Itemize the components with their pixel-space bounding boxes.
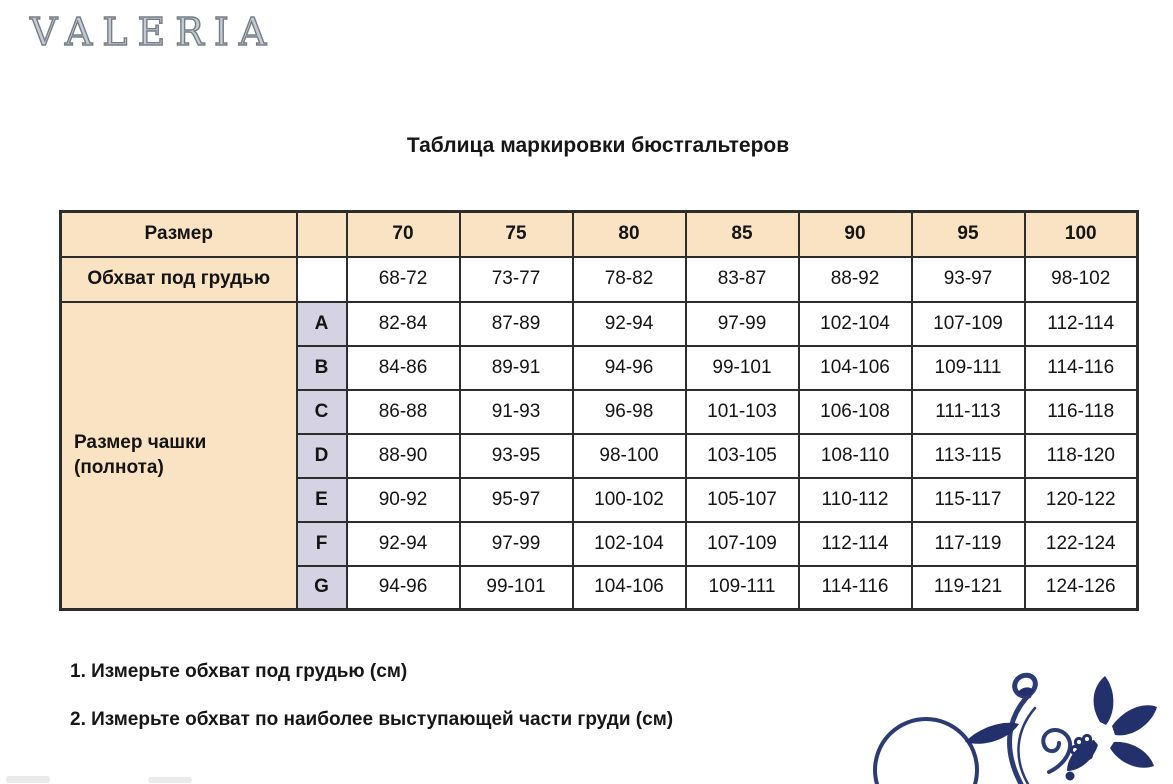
cup-value-cell: 107-109 (686, 522, 799, 566)
underbust-cell: 73-77 (460, 257, 573, 302)
size-header-cell: 80 (573, 212, 686, 257)
underbust-cell: 98-102 (1025, 257, 1138, 302)
cup-label-line1: Размер чашки (74, 432, 207, 454)
cup-value-cell: 90-92 (347, 478, 460, 522)
cup-value-cell: 104-106 (573, 566, 686, 610)
size-header-cell: 95 (912, 212, 1025, 257)
cup-value-cell: 102-104 (799, 302, 912, 346)
cup-value-cell: 92-94 (573, 302, 686, 346)
cup-value-cell: 96-98 (573, 390, 686, 434)
cup-value-cell: 106-108 (799, 390, 912, 434)
size-header-cell: 70 (347, 212, 460, 257)
cup-size-row-label (61, 302, 297, 610)
cup-value-cell: 114-116 (1025, 346, 1138, 390)
cup-value-cell: 93-95 (460, 434, 573, 478)
page-title: Таблица маркировки бюстгальтеров (406, 134, 790, 157)
cup-letter-cell: C (297, 390, 347, 434)
size-header-cell: 90 (799, 212, 912, 257)
cup-value-cell: 113-115 (912, 434, 1025, 478)
cup-value-cell: 87-89 (460, 302, 573, 346)
instruction-step-2: 2. Измерьте обхват по наиболее выступающей части груди (см) (70, 709, 674, 730)
instruction-step-1: 1. Измерьте обхват под грудью (см) (70, 661, 408, 682)
underbust-row-label: Обхват под грудью (61, 257, 297, 302)
cup-value-cell: 116-118 (1025, 390, 1138, 434)
underbust-cell: 93-97 (912, 257, 1025, 302)
cup-value-cell: 97-99 (460, 522, 573, 566)
cup-value-cell: 95-97 (460, 478, 573, 522)
cup-letter-cell: F (297, 522, 347, 566)
cup-value-cell: 112-114 (1025, 302, 1138, 346)
size-row-label: Размер (61, 212, 297, 257)
cup-value-cell: 120-122 (1025, 478, 1138, 522)
size-header-cell: 85 (686, 212, 799, 257)
size-header-cell: 100 (1025, 212, 1138, 257)
cup-value-cell: 99-101 (460, 566, 573, 610)
cup-value-cell: 84-86 (347, 346, 460, 390)
cup-value-cell: 102-104 (573, 522, 686, 566)
cup-value-cell: 98-100 (573, 434, 686, 478)
cup-value-cell: 89-91 (460, 346, 573, 390)
cup-letter-cell: B (297, 346, 347, 390)
cup-value-cell: 99-101 (686, 346, 799, 390)
cropped-text-artifact (148, 777, 192, 783)
cup-value-cell: 115-117 (912, 478, 1025, 522)
table-row-sizes (61, 212, 1138, 257)
cup-value-cell: 110-112 (799, 478, 912, 522)
cup-value-cell: 92-94 (347, 522, 460, 566)
cup-letter-cell: A (297, 302, 347, 346)
cup-letter-cell: G (297, 566, 347, 610)
size-header-cell: 75 (460, 212, 573, 257)
cup-value-cell: 82-84 (347, 302, 460, 346)
bra-size-table (59, 210, 1139, 611)
underbust-cell: 68-72 (347, 257, 460, 302)
cup-value-cell: 94-96 (573, 346, 686, 390)
cup-label-line2: (полнота) (74, 457, 164, 479)
underbust-cell: 88-92 (799, 257, 912, 302)
underbust-cell: 83-87 (686, 257, 799, 302)
empty-corner-cell (297, 212, 347, 257)
cup-value-cell: 100-102 (573, 478, 686, 522)
cup-value-cell: 105-107 (686, 478, 799, 522)
table-row-cup-A (61, 302, 1138, 346)
cup-value-cell: 94-96 (347, 566, 460, 610)
cup-value-cell: 118-120 (1025, 434, 1138, 478)
cup-value-cell: 97-99 (686, 302, 799, 346)
cropped-text-artifact (6, 776, 50, 783)
cup-value-cell: 124-126 (1025, 566, 1138, 610)
empty-cell (297, 257, 347, 302)
cup-value-cell: 107-109 (912, 302, 1025, 346)
cup-value-cell: 109-111 (912, 346, 1025, 390)
cup-value-cell: 117-119 (912, 522, 1025, 566)
floral-swirl-ornament-icon (853, 646, 1173, 784)
cup-value-cell: 108-110 (799, 434, 912, 478)
cup-value-cell: 122-124 (1025, 522, 1138, 566)
cup-value-cell: 103-105 (686, 434, 799, 478)
cup-value-cell: 114-116 (799, 566, 912, 610)
cup-value-cell: 91-93 (460, 390, 573, 434)
cup-value-cell: 109-111 (686, 566, 799, 610)
brand-logo: VALERIA (30, 10, 277, 54)
underbust-cell: 78-82 (573, 257, 686, 302)
table-row-underbust (61, 257, 1138, 302)
measuring-instructions (70, 661, 673, 757)
cup-value-cell: 111-113 (912, 390, 1025, 434)
cup-value-cell: 101-103 (686, 390, 799, 434)
cup-value-cell: 104-106 (799, 346, 912, 390)
cup-value-cell: 112-114 (799, 522, 912, 566)
cup-value-cell: 86-88 (347, 390, 460, 434)
cup-value-cell: 88-90 (347, 434, 460, 478)
cup-letter-cell: D (297, 434, 347, 478)
cup-letter-cell: E (297, 478, 347, 522)
cup-value-cell: 119-121 (912, 566, 1025, 610)
